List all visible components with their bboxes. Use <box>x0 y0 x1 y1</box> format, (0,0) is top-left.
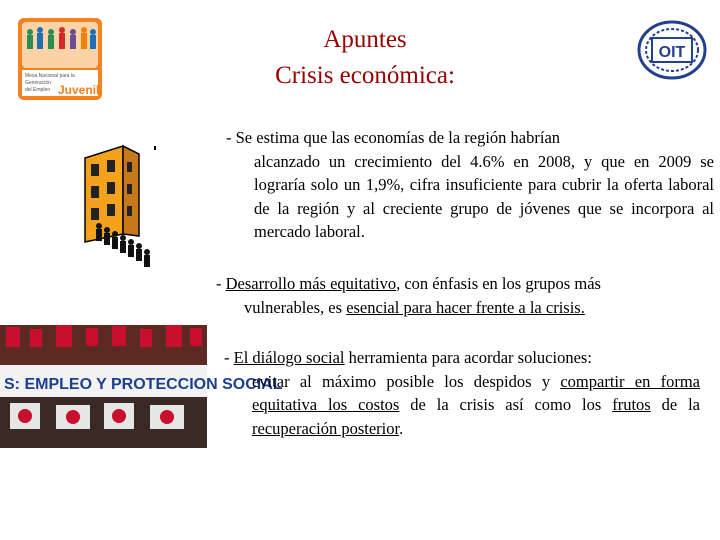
bullet-text: . <box>399 418 404 438</box>
bullet-dash: - <box>226 128 236 147</box>
mesa-nacional-logo <box>18 18 102 100</box>
svg-text:del Empleo: del Empleo <box>25 87 51 93</box>
svg-text:Mesa Nacional para la: Mesa Nacional para la <box>25 73 75 79</box>
bullet-economic-growth <box>226 126 714 244</box>
underlined-phrase: El diálogo social <box>233 348 345 367</box>
bullet-text: herramienta para acordar soluciones: <box>344 348 592 367</box>
bullet-text: Se estima que las economías de la región habrían <box>235 128 561 147</box>
bullet-text-continued: alcanzado un crecimiento del 4.6% en 2008, y que en 2009 se lograría solo un 1,9%, cifra insuficiente para cubrir la oferta laboral de la región y al creciente grupo de jóvenes que se incorpora al mercado laboral. <box>254 151 714 241</box>
oit-logo <box>636 20 708 80</box>
slide-title <box>180 22 550 94</box>
bullet-text: de la crisis así como los <box>399 395 613 414</box>
bullet-text: vulnerables, es <box>244 297 347 317</box>
bullet-dash: - <box>224 348 234 367</box>
bullet-text: de la <box>650 395 700 414</box>
svg-text:Generación: Generación <box>25 80 51 86</box>
underlined-phrase: compartir en forma equitativa los costos <box>252 371 701 414</box>
svg-text:Juvenil: Juvenil <box>58 83 100 97</box>
title-line-2: Crisis económica: <box>275 62 455 89</box>
protest-photo <box>0 325 283 448</box>
protest-banner-text: S: EMPLEO Y PROTECCION SOCIAL <box>4 376 283 393</box>
bullet-text: evitar al máximo posible los despidos y <box>252 371 561 391</box>
underlined-phrase: frutos <box>612 395 651 414</box>
underlined-phrase: recuperación posterior <box>252 418 400 438</box>
underlined-phrase: Desarrollo más equitativo <box>225 274 397 293</box>
underlined-phrase: esencial para hacer frente a la crisis. <box>346 297 585 317</box>
bullet-dash: - <box>216 274 226 293</box>
bullet-equitable-development <box>216 272 694 319</box>
bullet-social-dialogue <box>224 346 700 440</box>
oit-logo-text: OIT <box>658 44 686 61</box>
building-with-queue-illustration <box>79 138 161 272</box>
bullet-text: , con énfasis en los grupos más <box>396 274 601 293</box>
title-line-1: Apuntes <box>323 26 407 53</box>
